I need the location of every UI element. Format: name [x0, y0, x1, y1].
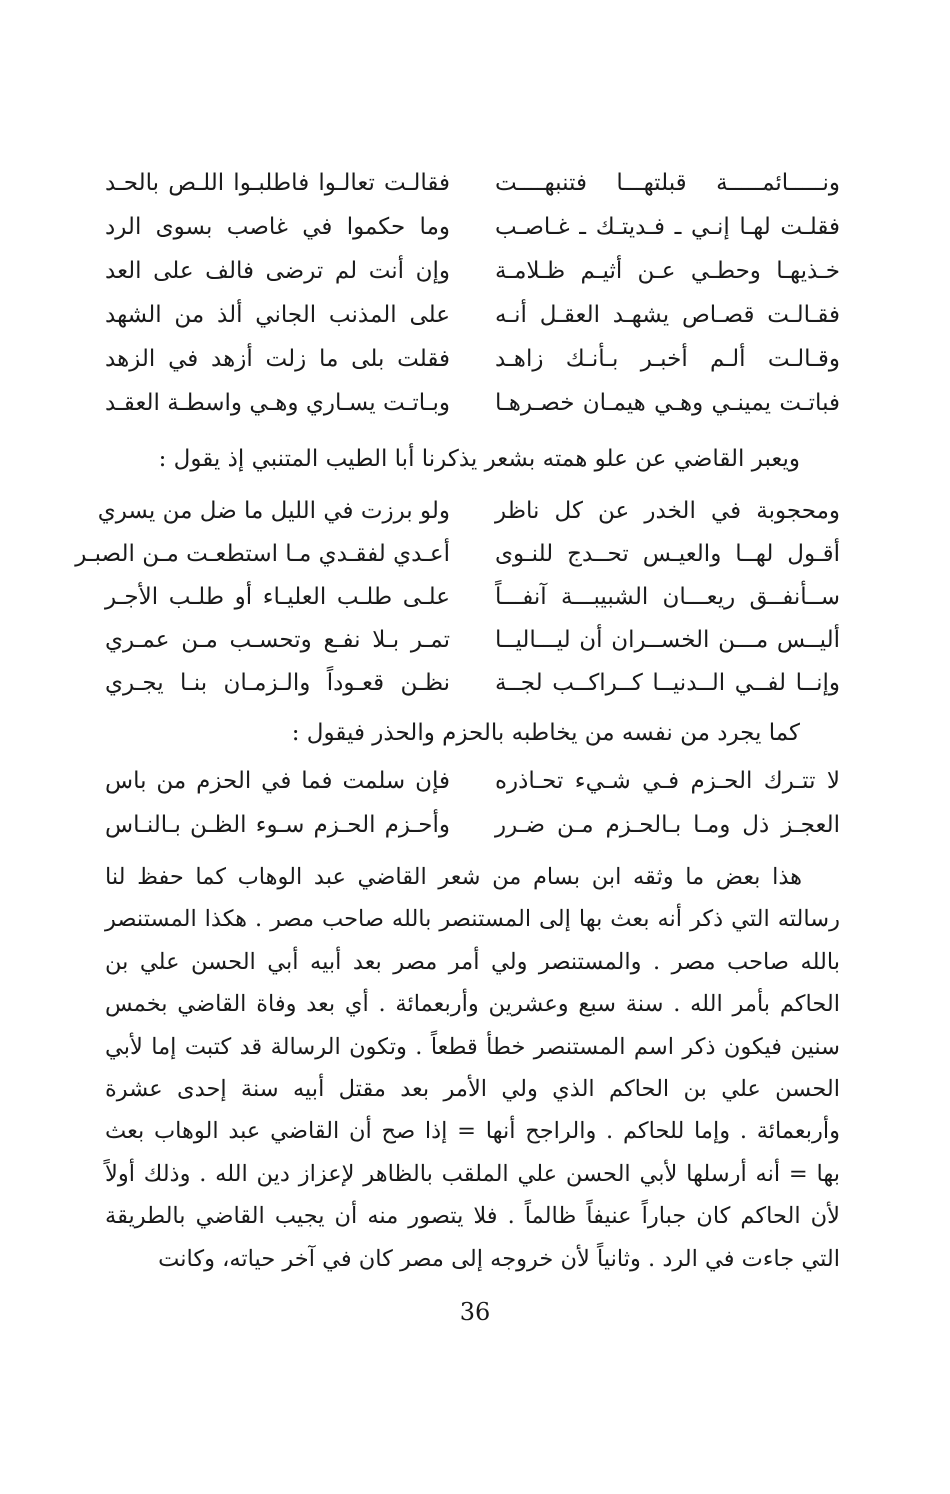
poem-first: [105, 170, 840, 434]
verse: [105, 390, 840, 434]
hemistich-left: ولو برزت في الليل ما ضل من يسري: [97, 498, 450, 524]
hemistich-left: فإن سلمت فما في الحزم من باس: [105, 768, 450, 794]
verse: [105, 258, 840, 302]
paragraph-line: رسالته التي ذكر أنه بعث بها إلى المستنصر بالله صاحب مصر . هكذا المستنصر: [105, 906, 840, 933]
verse: [105, 812, 840, 856]
paragraph-line: الحسن علي بن الحاكم الذي ولي الأمر بعد مقتل أبيه سنة إحدى عشرة: [105, 1075, 840, 1102]
paragraph-line: الحاكم بأمر الله . سنة سبع وعشرين وأربعمائة . أي بعد وفاة القاضي بخمس: [105, 991, 840, 1018]
hemistich-right: فباتـت يمينـي وهـي هيمـان خصـرهـا: [495, 390, 840, 416]
hemistich-left: أعـدي لفقـدي مـا استطعـت مـن الصبـر: [75, 541, 450, 567]
verse: [97, 498, 840, 541]
hemistich-right: فقـالـت قصـاص يشهـد العقـل أنـه: [495, 302, 840, 328]
paragraph-line: لأن الحاكم كان جباراً عنيفاً ظالماً . فلا يتصور منه أن يجيب القاضي بالطريقة: [105, 1203, 840, 1230]
hemistich-left: وما حكموا في غاصب بسوى الرد: [105, 214, 450, 240]
hemistich-right: ومحجوبة في الخدر عن كل ناظر: [495, 498, 840, 524]
intro-third-poem: كما يجرد من نفسه من يخاطبه بالحزم والحذر فيقول :: [291, 720, 800, 746]
poem-second: [75, 498, 840, 713]
intro-second-poem: ويعبر القاضي عن علو همته بشعر يذكرنا أبا الطيب المتنبي إذ يقول :: [158, 446, 800, 472]
paragraph-line: بها = أنه أرسلها لأبي الحسن علي الملقب بالظاهر لإعزاز دين الله . وذلك أولاً: [105, 1160, 840, 1187]
hemistich-left: تمـر بـلا نفـع وتحسـب مـن عمـري: [105, 627, 450, 653]
verse: [105, 346, 840, 390]
hemistich-right: خـذيهـا وحطـي عـن أثيـم ظـلامـة: [495, 258, 840, 284]
hemistich-left: فقلت بلى ما زلت أزهد في الزهد: [105, 346, 450, 372]
hemistich-left: وأحـزم الحـزم سـوء الظـن بـالنـاس: [105, 812, 450, 838]
hemistich-left: نظـن قعـوداً والـزمـان بنـا يجـري: [105, 670, 450, 696]
hemistich-right: ونـــــائمـــــة قبلتهـــا فتنبهــــت: [495, 170, 840, 196]
hemistich-left: علـى طلـب العليـاء أو طلـب الأجـر: [105, 584, 450, 610]
paragraph-line: هذا بعض ما وثقه ابن بسام من شعر القاضي عبد الوهاب كما حفظ لنا: [105, 864, 802, 890]
verse: [105, 768, 840, 812]
hemistich-left: على المذنب الجاني ألذ من الشهد: [105, 302, 450, 328]
poem-third: [105, 768, 840, 856]
verse: [105, 670, 840, 713]
hemistich-right: وإنــا لفــي الــدنيــا كــراكــب لجــة: [495, 670, 840, 696]
verse: [75, 541, 840, 584]
hemistich-right: لا تتـرك الحـزم فـي شـيء تحـاذره: [495, 768, 840, 794]
verse: [105, 627, 840, 670]
paragraph-line: بالله صاحب مصر . والمستنصر ولي أمر مصر بعد أبيه أبي الحسن علي بن: [105, 948, 840, 975]
hemistich-right: أليــس مـــن الخســران أن ليـــاليــا: [495, 627, 840, 653]
hemistich-left: وبـاتـت يسـاري وهـي واسطـة العقـد: [105, 390, 450, 416]
hemistich-right: فقلـت لهـا إنـي ـ فـديتـك ـ غـاصـب: [495, 214, 840, 240]
hemistich-left: وإن أنت لم ترضى فالف على العد: [105, 258, 450, 284]
paragraph-line: سنين فيكون ذكر اسم المستنصر خطأ قطعاً . وتكون الرسالة قد كتبت إما لأبي: [105, 1033, 840, 1060]
page-number: 36: [459, 1298, 491, 1326]
verse: [105, 584, 840, 627]
hemistich-left: فقالـت تعالـوا فاطلبـوا اللـص بالحـد: [105, 170, 450, 196]
hemistich-right: العجـز ذل ومـا بـالحـزم مـن ضـرر: [495, 812, 840, 838]
verse: [105, 214, 840, 258]
hemistich-right: وقـالـت ألـم أخبـر بـأنـك زاهـد: [495, 346, 840, 372]
hemistich-right: أقـول لهــا والعيـس تحــدج للنـوى: [495, 541, 840, 567]
verse: [105, 302, 840, 346]
body-paragraph: [105, 856, 840, 1280]
verse: [105, 170, 840, 214]
paragraph-line: وأربعمائة . وإما للحاكم . والراجح أنها = إذا صح أن القاضي عبد الوهاب بعث: [105, 1118, 840, 1145]
hemistich-right: ســأنفــق ريعـــان الشبيبـــة آنفـــاً: [495, 584, 840, 610]
paragraph-line: التي جاءت في الرد . وثانياً لأن خروجه إلى مصر كان في آخر حياته، وكانت: [158, 1245, 840, 1272]
